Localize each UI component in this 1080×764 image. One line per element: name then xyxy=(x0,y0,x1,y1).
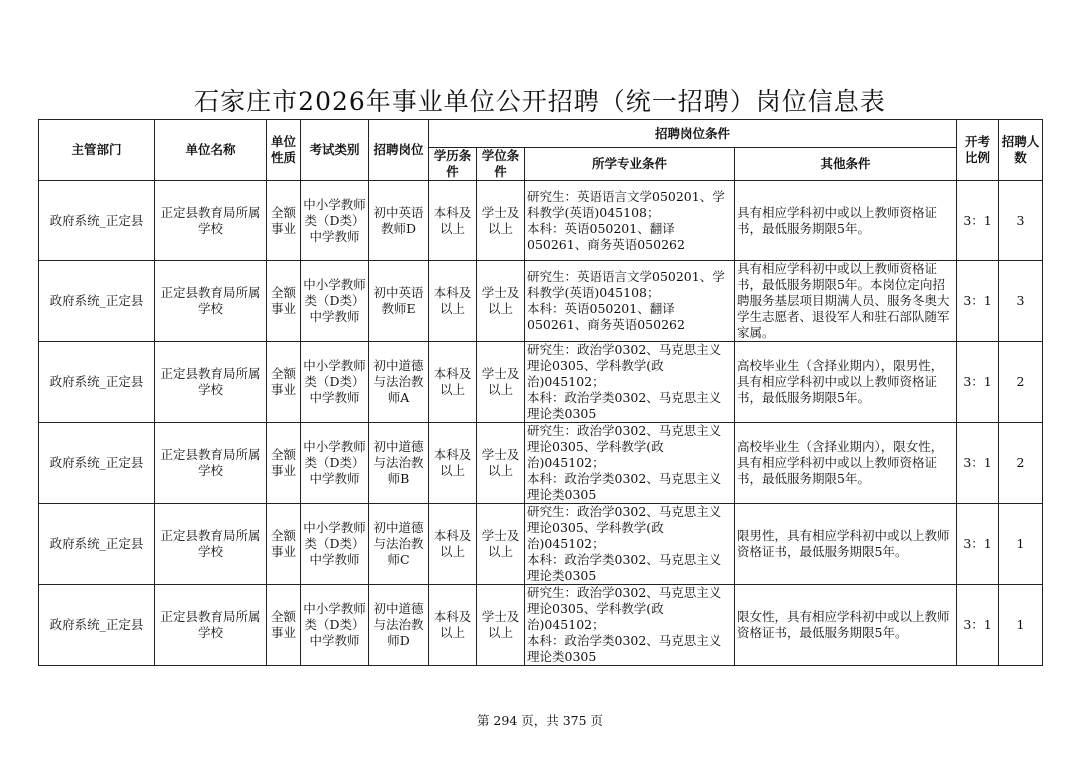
cell-nature: 全额事业 xyxy=(267,504,301,585)
cell-edu: 本科及以上 xyxy=(429,261,477,342)
cell-post: 初中道德与法治教师D xyxy=(369,585,429,666)
page-footer: 第 294 页，共 375 页 xyxy=(476,713,604,728)
cell-other: 具有相应学科初中或以上教师资格证书，最低服务期限5年。本岗位定向招聘服务基层项目期满人员、服务冬奥大学生志愿者、退役军人和驻石部队随军家属。 xyxy=(735,261,957,342)
cell-ratio: 3：1 xyxy=(957,181,999,261)
cell-nature: 全额事业 xyxy=(267,342,301,423)
cell-major: 研究生：政治学0302、马克思主义理论0305、学科教学(政治)045102； 本科：政治学类0302、马克思主义理论类0305 xyxy=(525,585,735,666)
cell-unit: 正定县教育局所属学校 xyxy=(155,504,267,585)
cell-degree: 学士及以上 xyxy=(477,342,525,423)
cell-edu: 本科及以上 xyxy=(429,504,477,585)
recruitment-table xyxy=(38,119,1043,666)
cell-major: 研究生：政治学0302、马克思主义理论0305、学科教学(政治)045102； 本科：政治学类0302、马克思主义理论类0305 xyxy=(525,342,735,423)
cell-ratio: 3：1 xyxy=(957,585,999,666)
cell-unit: 正定县教育局所属学校 xyxy=(155,342,267,423)
cell-count: 2 xyxy=(999,342,1043,423)
cell-count: 3 xyxy=(999,181,1043,261)
cell-other: 高校毕业生（含择业期内），限男性，具有相应学科初中或以上教师资格证书，最低服务期限5年。 xyxy=(735,342,957,423)
cell-exam-type: 中小学教师类（D类）中学教师 xyxy=(301,342,369,423)
cell-exam-type: 中小学教师类（D类）中学教师 xyxy=(301,423,369,504)
cell-ratio: 3：1 xyxy=(957,261,999,342)
cell-degree: 学士及以上 xyxy=(477,423,525,504)
table-row xyxy=(39,261,1043,342)
cell-count: 1 xyxy=(999,504,1043,585)
cell-dept: 政府系统_正定县 xyxy=(39,261,155,342)
header-conditions: 招聘岗位条件 xyxy=(429,120,957,148)
cell-exam-type: 中小学教师类（D类）中学教师 xyxy=(301,261,369,342)
cell-edu: 本科及以上 xyxy=(429,181,477,261)
table-row xyxy=(39,423,1043,504)
header-ratio: 开考比例 xyxy=(957,120,999,181)
header-edu: 学历条件 xyxy=(429,148,477,181)
header-post: 招聘岗位 xyxy=(369,120,429,181)
cell-other: 高校毕业生（含择业期内），限女性，具有相应学科初中或以上教师资格证书，最低服务期限5年。 xyxy=(735,423,957,504)
cell-major: 研究生：政治学0302、马克思主义理论0305、学科教学(政治)045102； 本科：政治学类0302、马克思主义理论类0305 xyxy=(525,423,735,504)
cell-degree: 学士及以上 xyxy=(477,181,525,261)
table-row xyxy=(39,585,1043,666)
cell-unit: 正定县教育局所属学校 xyxy=(155,181,267,261)
table-row xyxy=(39,504,1043,585)
table-row xyxy=(39,342,1043,423)
cell-degree: 学士及以上 xyxy=(477,585,525,666)
cell-other: 具有相应学科初中或以上教师资格证书，最低服务期限5年。 xyxy=(735,181,957,261)
cell-major: 研究生：英语语言文学050201、学科教学(英语)045108； 本科：英语050201、翻译050261、商务英语050262 xyxy=(525,261,735,342)
header-exam-type: 考试类别 xyxy=(301,120,369,181)
cell-count: 3 xyxy=(999,261,1043,342)
header-unit: 单位名称 xyxy=(155,120,267,181)
cell-unit: 正定县教育局所属学校 xyxy=(155,423,267,504)
cell-nature: 全额事业 xyxy=(267,423,301,504)
cell-major: 研究生：政治学0302、马克思主义理论0305、学科教学(政治)045102； 本科：政治学类0302、马克思主义理论类0305 xyxy=(525,504,735,585)
header-degree: 学位条件 xyxy=(477,148,525,181)
cell-edu: 本科及以上 xyxy=(429,342,477,423)
cell-edu: 本科及以上 xyxy=(429,585,477,666)
cell-degree: 学士及以上 xyxy=(477,261,525,342)
cell-nature: 全额事业 xyxy=(267,261,301,342)
cell-dept: 政府系统_正定县 xyxy=(39,423,155,504)
cell-other: 限男性，具有相应学科初中或以上教师资格证书，最低服务期限5年。 xyxy=(735,504,957,585)
cell-dept: 政府系统_正定县 xyxy=(39,181,155,261)
cell-major: 研究生：英语语言文学050201、学科教学(英语)045108； 本科：英语050201、翻译050261、商务英语050262 xyxy=(525,181,735,261)
cell-count: 2 xyxy=(999,423,1043,504)
cell-post: 初中道德与法治教师A xyxy=(369,342,429,423)
table-row xyxy=(39,181,1043,261)
cell-other: 限女性，具有相应学科初中或以上教师资格证书，最低服务期限5年。 xyxy=(735,585,957,666)
cell-exam-type: 中小学教师类（D类）中学教师 xyxy=(301,585,369,666)
cell-dept: 政府系统_正定县 xyxy=(39,342,155,423)
cell-ratio: 3：1 xyxy=(957,342,999,423)
cell-edu: 本科及以上 xyxy=(429,423,477,504)
cell-exam-type: 中小学教师类（D类）中学教师 xyxy=(301,181,369,261)
cell-exam-type: 中小学教师类（D类）中学教师 xyxy=(301,504,369,585)
cell-dept: 政府系统_正定县 xyxy=(39,585,155,666)
cell-post: 初中英语教师E xyxy=(369,261,429,342)
cell-post: 初中英语教师D xyxy=(369,181,429,261)
header-nature: 单位性质 xyxy=(267,120,301,181)
cell-degree: 学士及以上 xyxy=(477,504,525,585)
header-dept: 主管部门 xyxy=(39,120,155,181)
cell-count: 1 xyxy=(999,585,1043,666)
cell-dept: 政府系统_正定县 xyxy=(39,504,155,585)
cell-unit: 正定县教育局所属学校 xyxy=(155,585,267,666)
header-other: 其他条件 xyxy=(735,148,957,181)
cell-unit: 正定县教育局所属学校 xyxy=(155,261,267,342)
cell-post: 初中道德与法治教师B xyxy=(369,423,429,504)
header-count: 招聘人数 xyxy=(999,120,1043,181)
cell-ratio: 3：1 xyxy=(957,423,999,504)
cell-nature: 全额事业 xyxy=(267,585,301,666)
page-title: 石家庄市2026年事业单位公开招聘（统一招聘）岗位信息表 xyxy=(194,87,886,116)
cell-ratio: 3：1 xyxy=(957,504,999,585)
header-major: 所学专业条件 xyxy=(525,148,735,181)
table-body xyxy=(39,181,1043,666)
cell-post: 初中道德与法治教师C xyxy=(369,504,429,585)
cell-nature: 全额事业 xyxy=(267,181,301,261)
